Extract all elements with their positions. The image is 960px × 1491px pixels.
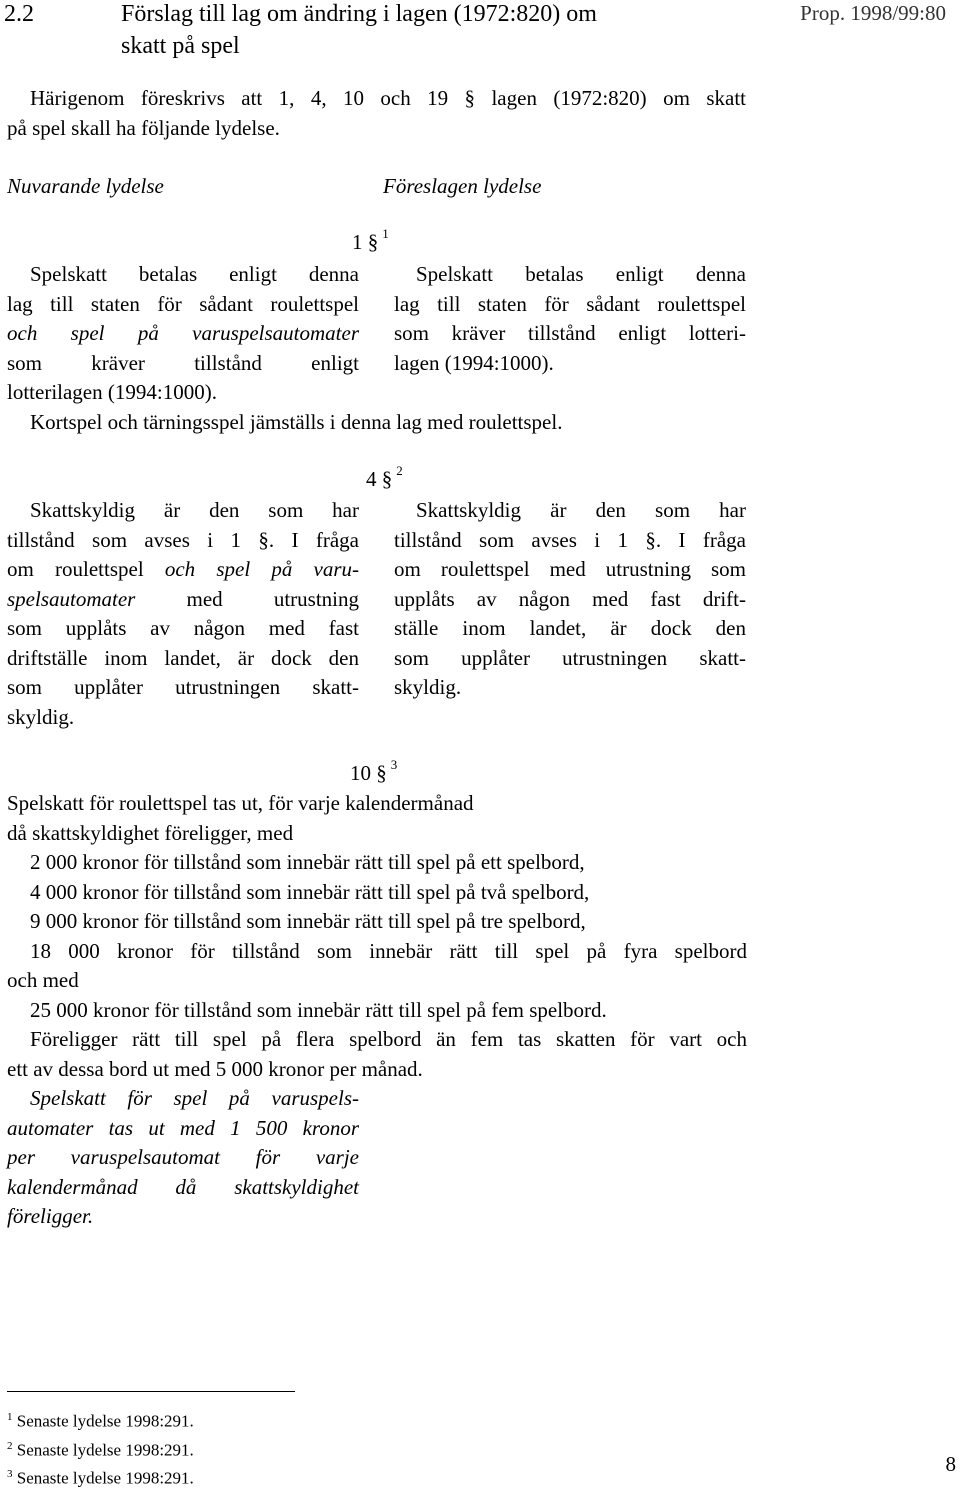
paragraph-1-proposed	[394, 260, 746, 378]
paragraph-4-proposed	[394, 496, 746, 703]
text-line: skyldig.	[394, 675, 462, 699]
footnote-3: $^3$ Senaste lydelse 1998:291.	[7, 1468, 194, 1488]
text-line-italic: per varuspelsautomat för varje	[7, 1145, 359, 1169]
text-line: som kräver tillstånd enligt	[7, 350, 359, 375]
footnote-ref-1: 1	[382, 226, 389, 241]
text-line-italic: automater tas ut med 1 500 kronor	[7, 1115, 359, 1140]
text-line: och med	[7, 968, 79, 992]
section-title-line1: Förslag till lag om ändring i lagen (1972:820) om	[121, 1, 597, 27]
footnote-ref-2: 2	[396, 463, 403, 478]
text-line: skyldig.	[7, 704, 75, 729]
text-line-italic: Spelskatt för spel på varuspels-	[30, 1086, 359, 1110]
text-line: 4 000 kronor för tillstånd som innebär rätt till spel på två spelbord,	[30, 879, 590, 904]
text-line: lagen (1994:1000).	[394, 350, 554, 375]
text-line: 18 000 kronor för tillstånd som innebär rätt till spel på fyra spelbord	[30, 938, 747, 963]
text-line: Skattskyldig är den som har	[416, 498, 746, 522]
paragraph-4-current	[7, 496, 359, 732]
text-line: upplåts av någon med fast drift-	[394, 586, 746, 611]
text-line: tillstånd som avses i 1 §. I fråga	[7, 527, 359, 552]
paragraph-10-text	[7, 789, 747, 1084]
text-line: som kräver tillstånd enligt lotteri-	[394, 321, 746, 345]
text-line: 2 000 kronor för tillstånd som innebär rätt till spel på ett spelbord,	[30, 850, 585, 874]
text-line: 9 000 kronor för tillstånd som innebär rätt till spel på tre spelbord,	[30, 909, 586, 933]
text-line: som upplåts av någon med fast	[7, 616, 359, 640]
text-line: som upplåter utrustningen skatt-	[7, 675, 359, 699]
text-line: spelsautomater med utrustning	[7, 586, 359, 611]
text-line-italic: kalendermånad då skattskyldighet	[7, 1174, 359, 1199]
section-number: 2.2	[4, 1, 34, 27]
page-number: 8	[945, 1452, 956, 1476]
text-line: då skattskyldighet föreligger, med	[7, 820, 294, 845]
paragraph-10-current-italic	[7, 1084, 359, 1232]
text-line: om roulettspel och spel på varu-	[7, 557, 360, 581]
intro-line1: Härigenom föreskrivs att 1, 4, 10 och 19 § lagen (1972:820) om skatt	[30, 86, 746, 110]
column-header-proposed: Föreslagen lydelse	[383, 174, 542, 198]
text-line: Spelskatt för roulettspel tas ut, för varje kalendermånad	[7, 791, 474, 815]
footnote-1: $^1$ Senaste lydelse 1998:291.	[7, 1411, 194, 1431]
paragraph-1-current	[7, 260, 359, 408]
text-line-italic: och spel på varuspelsautomater	[7, 321, 359, 345]
text-line: ett av dessa bord ut med 5 000 kronor per månad.	[7, 1056, 423, 1081]
text-line: tillstånd som avses i 1 §. I fråga	[394, 527, 746, 552]
text-line: lag till staten för sådant roulettspel	[394, 291, 746, 316]
text-line: som upplåter utrustningen skatt-	[394, 645, 746, 670]
footnote-2: $^2$ Senaste lydelse 1998:291.	[7, 1439, 194, 1460]
text-line-italic: föreligger.	[7, 1204, 94, 1228]
intro-line2: på spel skall ha följande lydelse.	[7, 116, 280, 140]
section-title-line2: skatt på spel	[121, 33, 240, 59]
footnotes	[7, 1405, 194, 1491]
text-line: 25 000 kronor för tillstånd som innebär rätt till spel på fem spelbord.	[30, 997, 607, 1022]
text-line: driftställe inom landet, är dock den	[7, 645, 359, 670]
text-line: Skattskyldig är den som har	[30, 498, 359, 522]
paragraph-4-heading: 4 § $^2$	[366, 463, 403, 491]
footnote-divider	[7, 1391, 295, 1392]
text-line: ställe inom landet, är dock den	[394, 616, 746, 640]
text-line: Spelskatt betalas enligt denna	[30, 262, 359, 286]
text-line: om roulettspel med utrustning som	[394, 557, 746, 581]
text-line: lotterilagen (1994:1000).	[7, 380, 217, 404]
paragraph-10-heading: 10 § $^3$	[350, 757, 398, 785]
text-line: lag till staten för sådant roulettspel	[7, 291, 359, 316]
text-line: Spelskatt betalas enligt denna	[416, 262, 746, 286]
paragraph-1-heading: 1 § $^1$	[352, 226, 389, 254]
paragraph-1-common: Kortspel och tärningsspel jämställs i denna lag med roulettspel.	[30, 410, 563, 434]
footnote-ref-3: 3	[390, 757, 398, 772]
text-line: Föreligger rätt till spel på flera spelbord än fem tas skatten för vart och	[30, 1027, 747, 1051]
column-header-current: Nuvarande lydelse	[7, 174, 164, 198]
prop-reference: Prop. 1998/99:80	[800, 1, 946, 25]
